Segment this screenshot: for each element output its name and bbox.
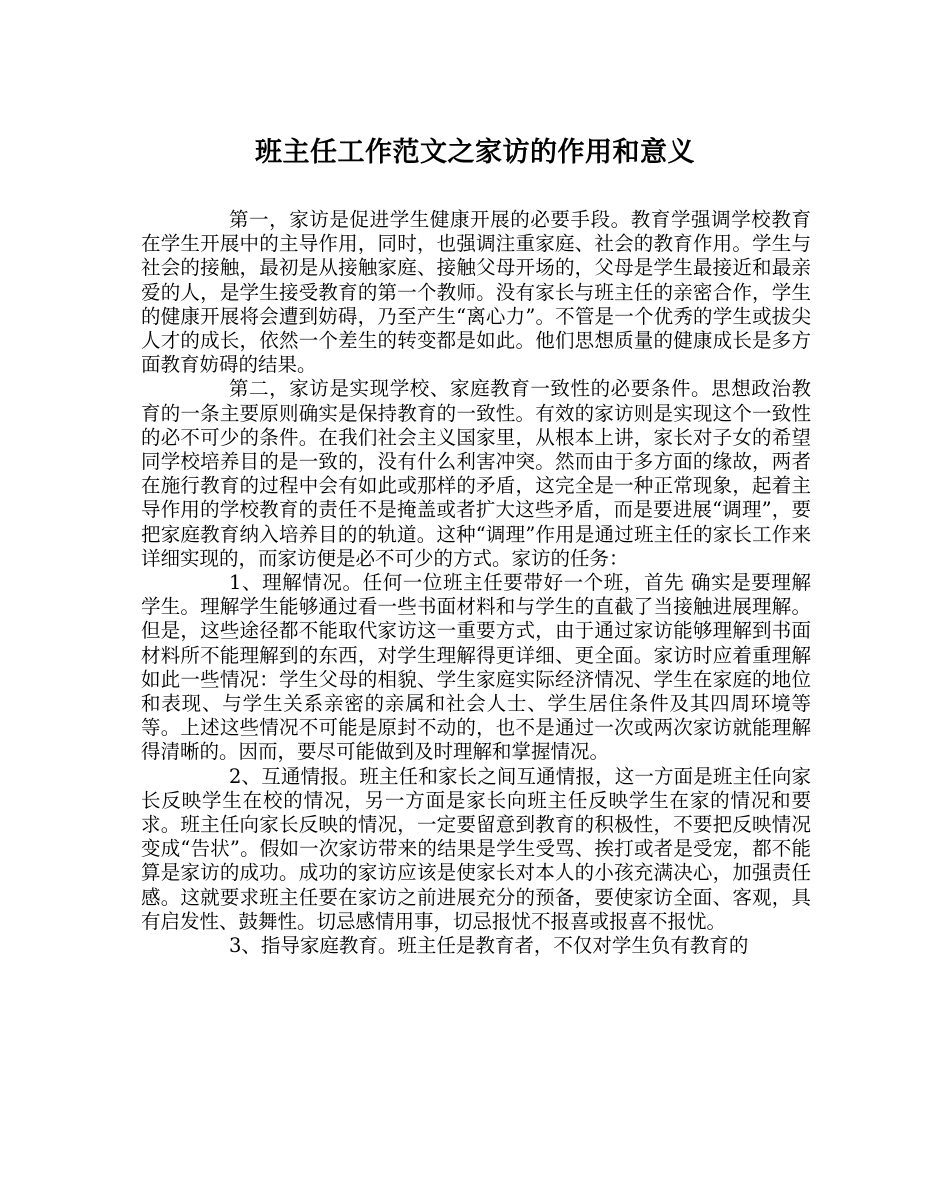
paragraph-first-home-visit-purpose: 第一，家访是促进学生健康开展的必要手段。教育学强调学校教育在学生开展中的主导作用，同时，也强调注重家庭、社会的教育作用。学生与社会的接触，最初是从接触家庭、接触父母开场的，父母是学生最接近和最亲爱的人，是学生接受教育的第一个教师。没有家长与班主任的亲密合作，学生的健康开展将会遭到妨碍，乃至产生“离心力”。不管是一个优秀的学生或拔尖人才的成长，依然一个差生的转变都是如此。他们思想质量的健康成长是多方面教育妨碍的结果。 [141, 208, 811, 377]
paragraph-task-guide-family-education: 3、指导家庭教育。班主任是教育者，不仅对学生负有教育的 [229, 934, 749, 958]
paragraph-second-consistency: 第二，家访是实现学校、家庭教育一致性的必要条件。思想政治教育的一条主要原则确实是保持教育的一致性。有效的家访则是实现这个一致性的必不可少的条件。在我们社会主义国家里，从根本上讲，家长对子女的希望同学校培养目的是一致的，没有什么利害冲突。然而由于多方面的缘故，两者在施行教育的过程中会有如此或那样的矛盾，这完全是一种正常现象，起着主导作用的学校教育的责任不是掩盖或者扩大这些矛盾，而是要进展“调理”，要把家庭教育纳入培养目的的轨道。这种“调理”作用是通过班主任的家长工作来详细实现的，而家访便是必不可少的方式。家访的任务： [141, 377, 811, 570]
document-title: 班主任工作范文之家访的作用和意义 [255, 137, 695, 168]
document-body [141, 208, 811, 958]
paragraph-task-exchange-information: 2、互通情报。班主任和家长之间互通情报，这一方面是班主任向家长反映学生在校的情况，另一方面是家长向班主任反映学生在家的情况和要求。班主任向家长反映的情况，一定要留意到教育的积极性，不要把反映情况变成“告状”。假如一次家访带来的结果是学生受骂、挨打或者是受宠，都不能算是家访的成功。成功的家访应该是使家长对本人的小孩充满决心，加强责任感。这就要求班主任要在家访之前进展充分的预备，要使家访全面、客观，具有启发性、鼓舞性。切忌感情用事，切忌报忧不报喜或报喜不报忧。 [141, 764, 811, 933]
paragraph-task-understand-situation: 1、理解情况。任何一位班主任要带好一个班，首先 确实是要理解学生。理解学生能够通过看一些书面材料和与学生的直截了当接触进展理解。但是，这些途径都不能取代家访这一重要方式，由于通过家访能够理解到书面材料所不能理解到的东西，对学生理解得更详细、更全面。家访时应着重理解如此一些情况：学生父母的相貌、学生家庭实际经济情况、学生在家庭的地位和表现、与学生关系亲密的亲属和社会人士、学生居住条件及其四周环境等等。上述这些情况不可能是原封不动的，也不是通过一次或两次家访就能理解得清晰的。因而，要尽可能做到及时理解和掌握情况。 [141, 571, 811, 764]
